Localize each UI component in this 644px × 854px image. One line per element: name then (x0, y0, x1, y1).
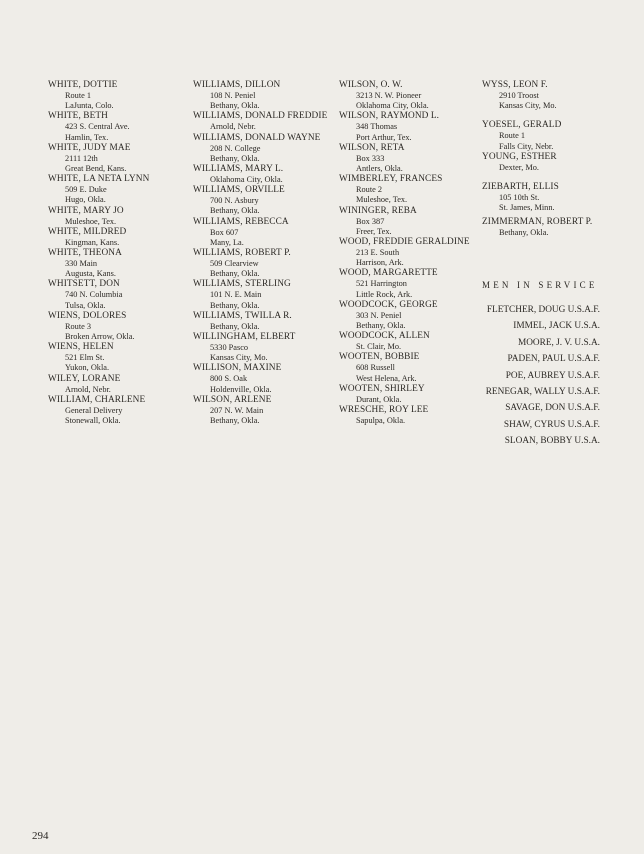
entry-address-line: Kingman, Kans. (65, 237, 120, 247)
entry-address-line: Bethany, Okla. (210, 300, 260, 310)
entry-name: WOODCOCK, ALLEN (339, 331, 430, 342)
entry-name: WILEY, LORANE (48, 373, 121, 384)
directory-entry (48, 206, 188, 227)
entry-address-line: Arnold, Nebr. (65, 384, 111, 394)
directory-entry (48, 80, 188, 111)
service-member: FLETCHER, DOUG U.S.A.F. (486, 305, 600, 315)
entry-name: WILLIAMS, DONALD WAYNE (193, 132, 321, 143)
service-member: PADEN, PAUL U.S.A.F. (507, 354, 600, 365)
entry-address-line: 105 10th St. (499, 193, 540, 203)
directory-entry (339, 352, 479, 383)
entry-address-line: Holdenville, Okla. (210, 384, 272, 394)
entry-address-line: 348 Thomas (356, 122, 398, 132)
entry-address-line: St. James, Minn. (499, 203, 555, 213)
entry-address-line: Great Bend, Kans. (65, 164, 127, 174)
entry-address-line: Durant, Okla. (356, 394, 402, 404)
entry-address-line: General Delivery (65, 405, 123, 415)
directory-entry (48, 227, 188, 248)
service-member: RENEGAR, WALLY U.S.A.F. (485, 386, 600, 397)
entry-address-line: Dexter, Mo. (499, 162, 539, 172)
entry-name: WILLIAMS, DONALD FREDDIE (193, 111, 328, 122)
entry-address-line: Bethany, Okla. (210, 206, 260, 216)
entry-name: ZIMMERMAN, ROBERT P. (482, 217, 593, 228)
entry-name: WILSON, RETA (339, 142, 405, 153)
entry-name: WOOD, MARGARETTE (339, 268, 438, 279)
directory-entry (339, 174, 479, 205)
entry-name: WILLIAMS, MARY L. (193, 164, 284, 175)
entry-address-line: Muleshoe, Tex. (65, 216, 117, 226)
entry-address-line: Augusta, Kans. (65, 269, 116, 279)
directory-column-4 (482, 80, 622, 239)
directory-entry (193, 111, 338, 132)
directory-entry (482, 217, 622, 238)
entry-address-line: Little Rock, Ark. (356, 289, 413, 299)
directory-column-1 (48, 80, 188, 426)
entry-address-line: 101 N. E. Main (210, 290, 262, 300)
entry-name: WHITE, DOTTIE (48, 80, 118, 90)
entry-address-line: Muleshoe, Tex. (356, 195, 408, 205)
directory-entry (48, 342, 188, 373)
men-in-service-heading: MEN IN SERVICE (482, 280, 598, 290)
entry-name: WHITSETT, DON (48, 279, 120, 290)
entry-name: WILLIAMS, DILLON (193, 80, 281, 90)
directory-entry (193, 363, 338, 394)
directory-entry (339, 80, 479, 111)
entry-address-line: 2910 Troost (499, 91, 539, 100)
directory-entry (339, 237, 479, 268)
entry-name: WOOD, FREDDIE GERALDINE (339, 237, 470, 248)
directory-entry (482, 80, 622, 111)
directory-entry (193, 248, 338, 279)
directory-entry (482, 182, 622, 213)
entry-address-line: Freer, Tex. (356, 226, 392, 236)
entry-address-line: 740 N. Columbia (65, 290, 123, 300)
entry-address-line: St. Clair, Mo. (356, 342, 402, 352)
directory-entry (339, 384, 479, 405)
directory-column-2 (193, 80, 338, 426)
directory-entry (193, 133, 338, 164)
directory-entry (482, 120, 622, 151)
directory-entry (339, 206, 479, 237)
entry-address-line: Route 2 (356, 185, 383, 195)
entry-name: WILSON, O. W. (339, 80, 403, 90)
entry-address-line: Many, La. (210, 237, 244, 247)
directory-entry (48, 248, 188, 279)
entry-address-line: Hugo, Okla. (65, 195, 106, 205)
entry-name: WILLIAMS, REBECCA (193, 216, 289, 227)
entry-address-line: Route 3 (65, 321, 92, 331)
entry-address-line: 330 Main (65, 259, 98, 269)
entry-name: WRESCHE, ROY LEE (339, 405, 429, 416)
entry-address-line: Box 333 (356, 153, 385, 163)
entry-name: WILSON, ARLENE (193, 394, 272, 405)
directory-entry (193, 279, 338, 310)
directory-entry (193, 332, 338, 363)
entry-name: WHITE, JUDY MAE (48, 142, 131, 153)
service-member: POE, AUBREY U.S.A.F. (505, 370, 600, 381)
entry-address-line: Arnold, Nebr. (210, 122, 256, 132)
entry-address-line: 509 E. Duke (65, 185, 107, 195)
directory-entry (48, 279, 188, 310)
service-member: IMMEL, JACK U.S.A. (513, 321, 600, 332)
entry-address-line: 521 Elm St. (65, 353, 105, 363)
directory-entry (193, 395, 338, 426)
entry-name: WHITE, THEONA (48, 248, 122, 259)
directory-column-3 (339, 80, 479, 426)
entry-name: WOOTEN, SHIRLEY (339, 383, 425, 394)
entry-address-line: 3213 N. W. Pioneer (356, 91, 422, 100)
directory-entry (48, 374, 188, 395)
entry-address-line: Bethany, Okla. (499, 228, 549, 238)
entry-address-line: Bethany, Okla. (356, 321, 406, 331)
entry-name: WILSON, RAYMOND L. (339, 111, 440, 122)
entry-address-line: 108 N. Peniel (210, 91, 256, 100)
entry-name: WOOTEN, BOBBIE (339, 352, 420, 363)
entry-address-line: 608 Russell (356, 363, 395, 373)
entry-name: WIENS, HELEN (48, 342, 114, 353)
entry-address-line: Kansas City, Mo. (499, 101, 557, 111)
entry-address-line: Stonewall, Okla. (65, 416, 121, 426)
entry-address-line: Bethany, Okla. (210, 416, 260, 426)
entry-name: WILLIAMS, TWILLA R. (193, 310, 292, 321)
entry-address-line: 509 Clearview (210, 259, 259, 269)
entry-address-line: Antlers, Okla. (356, 164, 403, 174)
entry-name: WOODCOCK, GEORGE (339, 299, 438, 310)
entry-name: WYSS, LEON F. (482, 80, 548, 90)
entry-address-line: Hamlin, Tex. (65, 132, 109, 142)
entry-address-line: 303 N. Peniel (356, 310, 402, 320)
entry-address-line: 700 N. Asbury (210, 196, 259, 206)
entry-address-line: Oklahoma City, Okla. (356, 101, 429, 111)
entry-address-line: Bethany, Okla. (210, 153, 260, 163)
page-number: 294 (32, 830, 49, 842)
entry-name: WILLIAMS, ORVILLE (193, 185, 285, 196)
directory-entry (339, 405, 479, 426)
directory-entry (193, 185, 338, 216)
directory-entry (48, 143, 188, 174)
entry-address-line: 207 N. W. Main (210, 405, 264, 415)
directory-entry (339, 300, 479, 331)
service-member: SAVAGE, DON U.S.A.F. (505, 403, 600, 414)
entry-address-line: Bethany, Okla. (210, 321, 260, 331)
entry-address-line: 2111 12th (65, 153, 98, 163)
entry-name: WILLINGHAM, ELBERT (193, 332, 296, 343)
entry-address-line: 208 N. College (210, 143, 261, 153)
entry-name: ZIEBARTH, ELLIS (482, 182, 559, 193)
entry-name: WININGER, REBA (339, 205, 417, 216)
entry-name: YOUNG, ESTHER (482, 151, 557, 162)
entry-address-line: Falls City, Nebr. (499, 141, 554, 151)
directory-entry (193, 311, 338, 332)
directory-entry (48, 174, 188, 205)
directory-entry (193, 80, 338, 111)
entry-address-line: 423 S. Central Ave. (65, 122, 130, 132)
entry-name: WHITE, MARY JO (48, 205, 124, 216)
entry-name: WILLIAM, CHARLENE (48, 394, 146, 405)
directory-entry (339, 111, 479, 142)
entry-address-line: Kansas City, Mo. (210, 353, 268, 363)
directory-entry (339, 143, 479, 174)
men-in-service-list (480, 305, 600, 453)
entry-name: WHITE, MILDRED (48, 226, 127, 237)
entry-address-line: Bethany, Okla. (210, 101, 260, 111)
entry-address-line: Yukon, Okla. (65, 363, 110, 373)
service-member: SLOAN, BOBBY U.S.A. (504, 436, 600, 447)
directory-entry (48, 311, 188, 342)
directory-entry (339, 268, 479, 299)
entry-address-line: Box 607 (210, 227, 239, 237)
entry-address-line: 213 E. South (356, 248, 400, 258)
entry-address-line: Route 1 (499, 131, 526, 141)
directory-entry (339, 331, 479, 352)
entry-name: WILLIAMS, ROBERT P. (193, 248, 291, 259)
entry-address-line: 800 S. Oak (210, 374, 248, 384)
entry-name: WHITE, BETH (48, 111, 108, 122)
service-member: MOORE, J. V. U.S.A. (517, 337, 600, 348)
entry-address-line: West Helena, Ark. (356, 373, 417, 383)
service-member: SHAW, CYRUS U.S.A.F. (503, 419, 600, 430)
entry-name: WILLIAMS, STERLING (193, 279, 291, 290)
entry-name: WHITE, LA NETA LYNN (48, 174, 150, 185)
entry-address-line: Tulsa, Okla. (65, 300, 106, 310)
entry-name: WIENS, DOLORES (48, 310, 127, 321)
entry-address-line: 5330 Pasco (210, 343, 249, 353)
entry-address-line: Route 1 (65, 91, 92, 100)
entry-address-line: Port Arthur, Tex. (356, 132, 412, 142)
directory-entry (193, 164, 338, 185)
directory-entry (48, 111, 188, 142)
entry-address-line: Oklahoma City, Okla. (210, 175, 283, 185)
entry-address-line: Broken Arrow, Okla. (65, 332, 135, 342)
directory-entry (482, 152, 622, 173)
entry-address-line: Bethany, Okla. (210, 269, 260, 279)
entry-name: WILLISON, MAXINE (193, 363, 282, 374)
directory-entry (48, 395, 188, 426)
directory-entry (193, 217, 338, 248)
entry-address-line: LaJunta, Colo. (65, 101, 114, 111)
entry-name: YOESEL, GERALD (482, 120, 562, 131)
entry-address-line: Sapulpa, Okla. (356, 416, 406, 426)
entry-name: WIMBERLEY, FRANCES (339, 174, 443, 185)
entry-address-line: Box 387 (356, 216, 385, 226)
entry-address-line: 521 Harrington (356, 279, 407, 289)
entry-address-line: Harrison, Ark. (356, 258, 404, 268)
